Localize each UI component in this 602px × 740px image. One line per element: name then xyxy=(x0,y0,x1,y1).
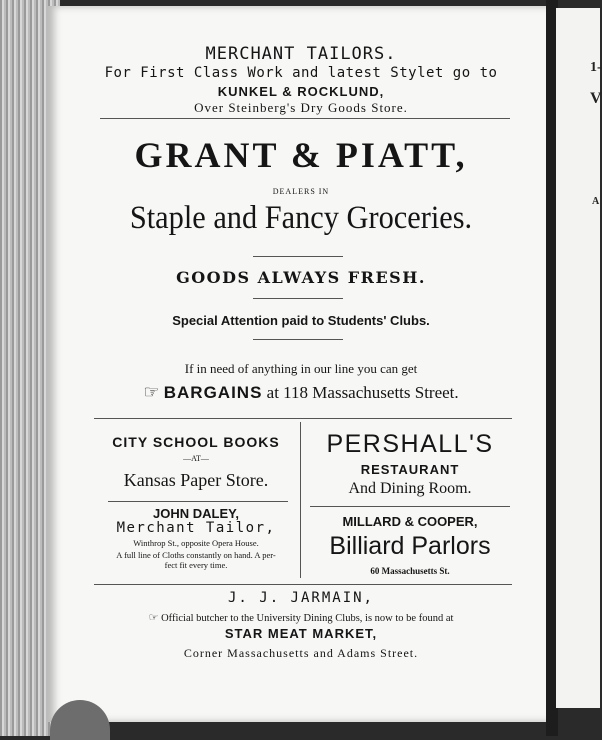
column-divider xyxy=(300,422,301,578)
daley-note-1: A full line of Cloths constantly on hand. A per- xyxy=(116,550,276,560)
tailors-name: KUNKEL & ROCKLUND, xyxy=(217,84,385,99)
jarmain-corner: Corner Massachusetts and Adams Street. xyxy=(183,646,419,660)
books-heading: CITY SCHOOL BOOKS xyxy=(112,434,280,450)
tailors-location: Over Steinberg's Dry Goods Store. xyxy=(194,100,408,115)
jarmain-name: J. J. JARMAIN, xyxy=(227,590,374,606)
next-page-fragment: 1- xyxy=(590,60,602,75)
divider xyxy=(108,501,288,502)
millard-business: Billiard Parlors xyxy=(329,532,491,560)
grocers-need: If in need of anything in our line you can get xyxy=(184,361,418,376)
pershall-restaurant: RESTAURANT xyxy=(360,462,460,477)
grocers-products: Staple and Fancy Groceries. xyxy=(129,200,473,236)
jarmain-line xyxy=(48,611,554,624)
divider xyxy=(94,418,512,419)
jarmain-market: STAR MEAT MARKET, xyxy=(224,626,378,641)
bargains-word: BARGAINS xyxy=(163,383,263,402)
books-at: —AT— xyxy=(183,454,209,463)
grocers-fresh: GOODS ALWAYS FRESH. xyxy=(176,268,426,287)
pointing-hand-icon: ☞ xyxy=(148,612,159,624)
pershall-name: PERSHALL'S xyxy=(326,430,494,458)
next-page-fragment: A xyxy=(592,196,600,207)
pershall-dining: And Dining Room. xyxy=(348,480,472,497)
millard-name: MILLARD & COOPER, xyxy=(342,514,478,529)
daley-name: JOHN DALEY, xyxy=(153,506,239,521)
daley-title: Merchant Tailor, xyxy=(116,520,276,536)
daley-note-2: fect fit every time. xyxy=(164,560,228,570)
next-page-fragment: V xyxy=(590,90,602,107)
daley-address: Winthrop St., opposite Opera House. xyxy=(133,538,259,548)
bargains-address: at 118 Massachusetts Street. xyxy=(266,383,459,402)
pointing-hand-icon: ☞ xyxy=(143,382,160,402)
grocers-name: GRANT & PIATT, xyxy=(134,135,468,175)
divider xyxy=(253,298,343,299)
tailors-line: For First Class Work and latest Stylet go to xyxy=(104,65,498,81)
divider xyxy=(253,256,343,257)
divider xyxy=(310,506,510,507)
millard-address: 60 Massachusetts St. xyxy=(370,566,450,576)
divider xyxy=(94,584,512,585)
books-store: Kansas Paper Store. xyxy=(123,470,269,490)
book-page xyxy=(48,6,554,722)
jarmain-official: Official butcher to the University Dining Clubs, is now to be found at xyxy=(161,613,454,624)
tailors-heading: MERCHANT TAILORS. xyxy=(205,44,397,64)
grocers-dealers: DEALERS IN xyxy=(272,187,330,196)
next-page-edge xyxy=(556,8,600,708)
divider xyxy=(100,118,510,119)
grocers-clubs: Special Attention paid to Students' Clubs. xyxy=(172,313,430,328)
grocers-bargains xyxy=(48,382,554,403)
divider xyxy=(253,339,343,340)
